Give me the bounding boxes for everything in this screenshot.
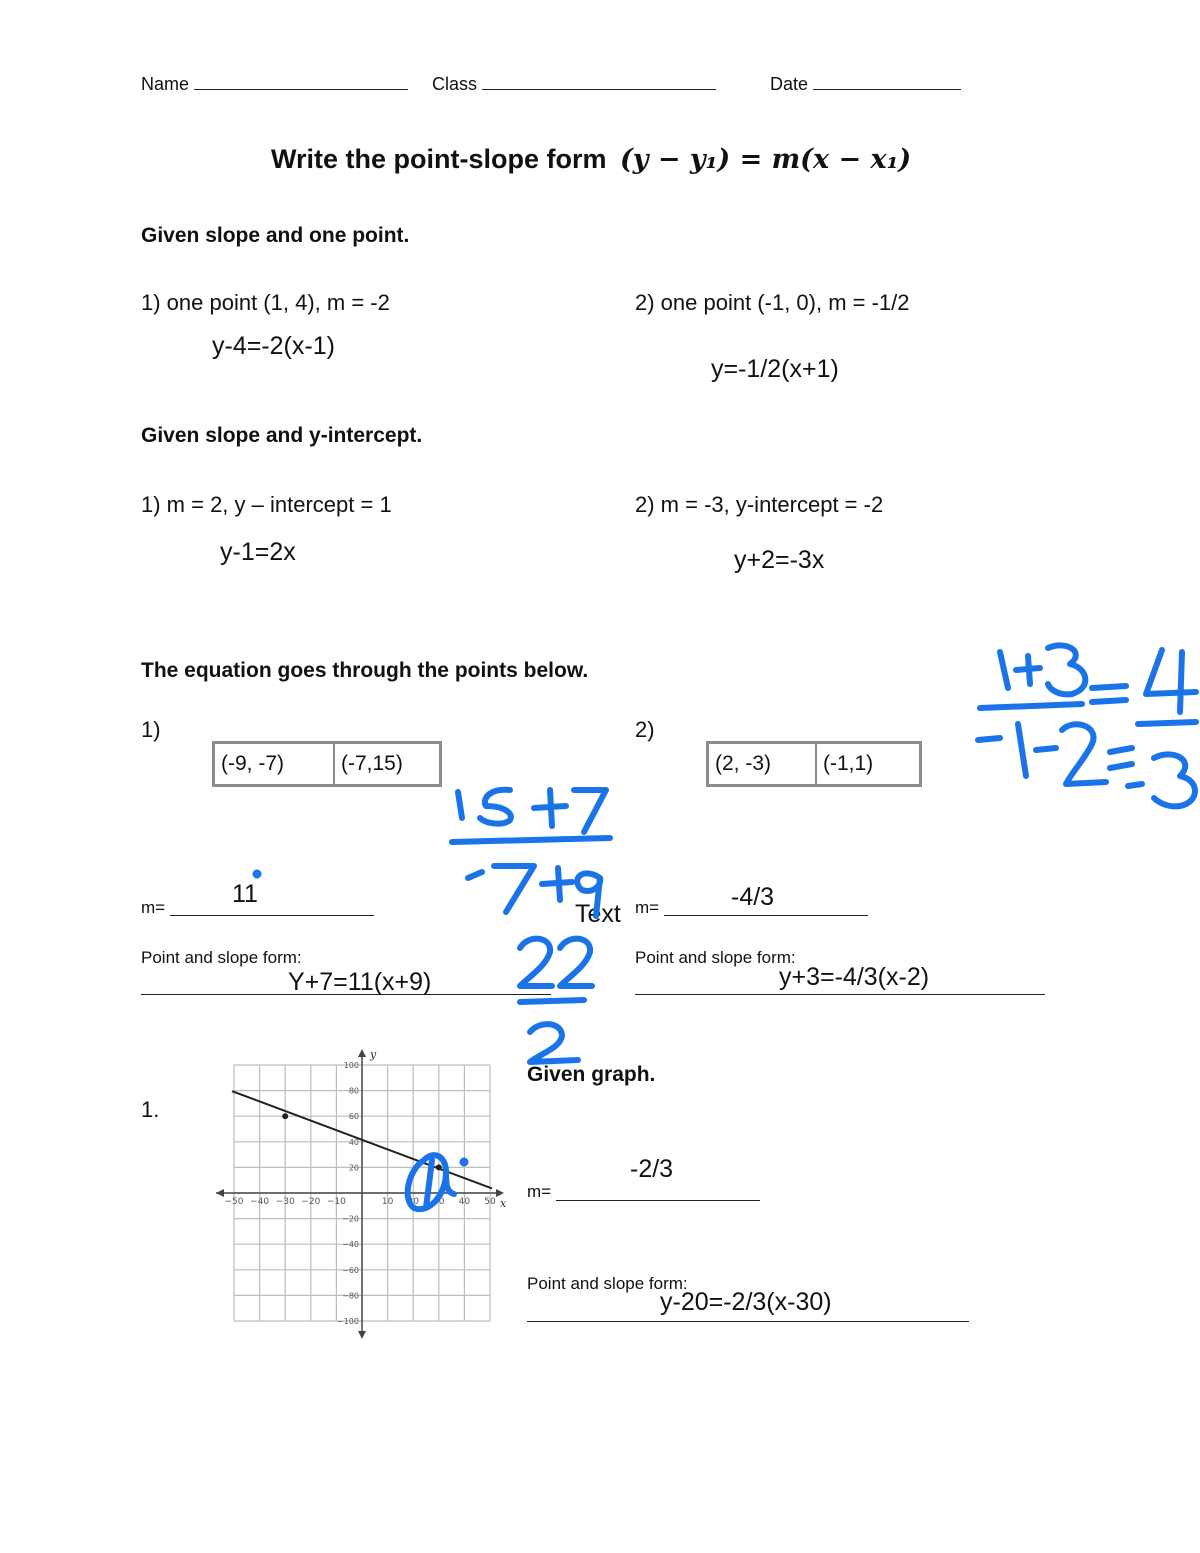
x-axis-label: x xyxy=(500,1197,507,1210)
x-tick-label: 30 xyxy=(433,1197,445,1207)
y-tick-label: −60 xyxy=(342,1265,359,1275)
title-text: Write the point-slope form xyxy=(271,144,607,174)
y-axis-label: y xyxy=(370,1048,377,1061)
ink-fraction-15-plus-7 xyxy=(452,790,610,1062)
y-tick-label: 80 xyxy=(348,1086,359,1096)
problem-1-2-prompt: 2) one point (-1, 0), m = -1/2 xyxy=(635,290,910,315)
point-cell: (-9, -7) xyxy=(214,743,335,786)
problem-3-1-m-label: m= xyxy=(141,898,166,917)
x-tick-label: −30 xyxy=(275,1197,295,1207)
ink-fraction-1-plus-3 xyxy=(978,645,1196,806)
problem-3-2-form-label: Point and slope form: xyxy=(635,948,796,967)
problem-4-form-label: Point and slope form: xyxy=(527,1274,688,1293)
x-tick-label: 40 xyxy=(458,1197,471,1207)
point-cell: (-7,15) xyxy=(334,743,441,786)
section-heading-given-graph: Given graph. xyxy=(527,1063,656,1086)
problem-2-1-prompt: 1) m = 2, y – intercept = 1 xyxy=(141,492,392,517)
problem-3-1-form-label: Point and slope form: xyxy=(141,948,302,967)
problem-1-1-prompt: 1) one point (1, 4), m = -2 xyxy=(141,290,390,315)
x-tick-label: −50 xyxy=(224,1197,244,1207)
y-tick-label: 20 xyxy=(348,1163,359,1173)
x-tick-label: −20 xyxy=(301,1197,321,1207)
ink-circled-zero xyxy=(408,1155,466,1209)
y-tick-label: 60 xyxy=(348,1112,359,1122)
stray-text-box: Text xyxy=(575,900,621,928)
problem-2-2-answer: y+2=-3x xyxy=(734,546,825,574)
point-cell: (-1,1) xyxy=(816,743,921,786)
section-heading-slope-point: Given slope and one point. xyxy=(141,224,410,247)
date-label: Date xyxy=(770,74,809,94)
problem-4-m-label: m= xyxy=(527,1182,552,1201)
x-tick-label: 20 xyxy=(407,1197,419,1207)
problem-4-form-answer: y-20=-2/3(x-30) xyxy=(660,1288,832,1316)
x-tick-label: 50 xyxy=(484,1197,496,1207)
x-tick-label: −40 xyxy=(250,1197,270,1207)
problem-1-1-answer: y-4=-2(x-1) xyxy=(212,332,335,360)
class-label: Class xyxy=(432,74,478,94)
problem-4-1-number: 1. xyxy=(141,1097,160,1122)
problem-3-2-m-label: m= xyxy=(635,898,660,917)
problem-4-m-answer: -2/3 xyxy=(630,1155,674,1183)
y-tick-label: −80 xyxy=(342,1291,359,1301)
problem-3-1-m-answer: 11 xyxy=(232,880,258,908)
title-formula: (y − y₁) = m(x − x₁) xyxy=(620,144,912,175)
section-heading-slope-intercept: Given slope and y-intercept. xyxy=(141,424,423,447)
problem-2-1-answer: y-1=2x xyxy=(220,538,296,566)
y-tick-label: −40 xyxy=(342,1240,359,1250)
problem-3-2-form-answer: y+3=-4/3(x-2) xyxy=(779,963,930,991)
ink-dot xyxy=(256,873,259,876)
section-heading-two-points: The equation goes through the points below. xyxy=(141,659,589,682)
problem-3-2-number: 2) xyxy=(635,717,655,742)
problem-3-2-m-answer: -4/3 xyxy=(731,883,775,911)
problem-3-1-number: 1) xyxy=(141,717,161,742)
y-tick-label: 100 xyxy=(343,1061,359,1070)
y-tick-label: 40 xyxy=(348,1137,359,1147)
x-tick-label: −10 xyxy=(326,1197,346,1207)
y-tick-label: −100 xyxy=(337,1317,359,1326)
problem-1-2-answer: y=-1/2(x+1) xyxy=(711,355,839,383)
x-tick-label: 10 xyxy=(381,1197,394,1207)
y-tick-label: −20 xyxy=(342,1214,359,1224)
problem-2-2-prompt: 2) m = -3, y-intercept = -2 xyxy=(635,492,884,517)
problem-3-1-form-answer: Y+7=11(x+9) xyxy=(288,968,432,996)
point-cell: (2, -3) xyxy=(708,743,817,786)
name-label: Name xyxy=(141,74,190,94)
